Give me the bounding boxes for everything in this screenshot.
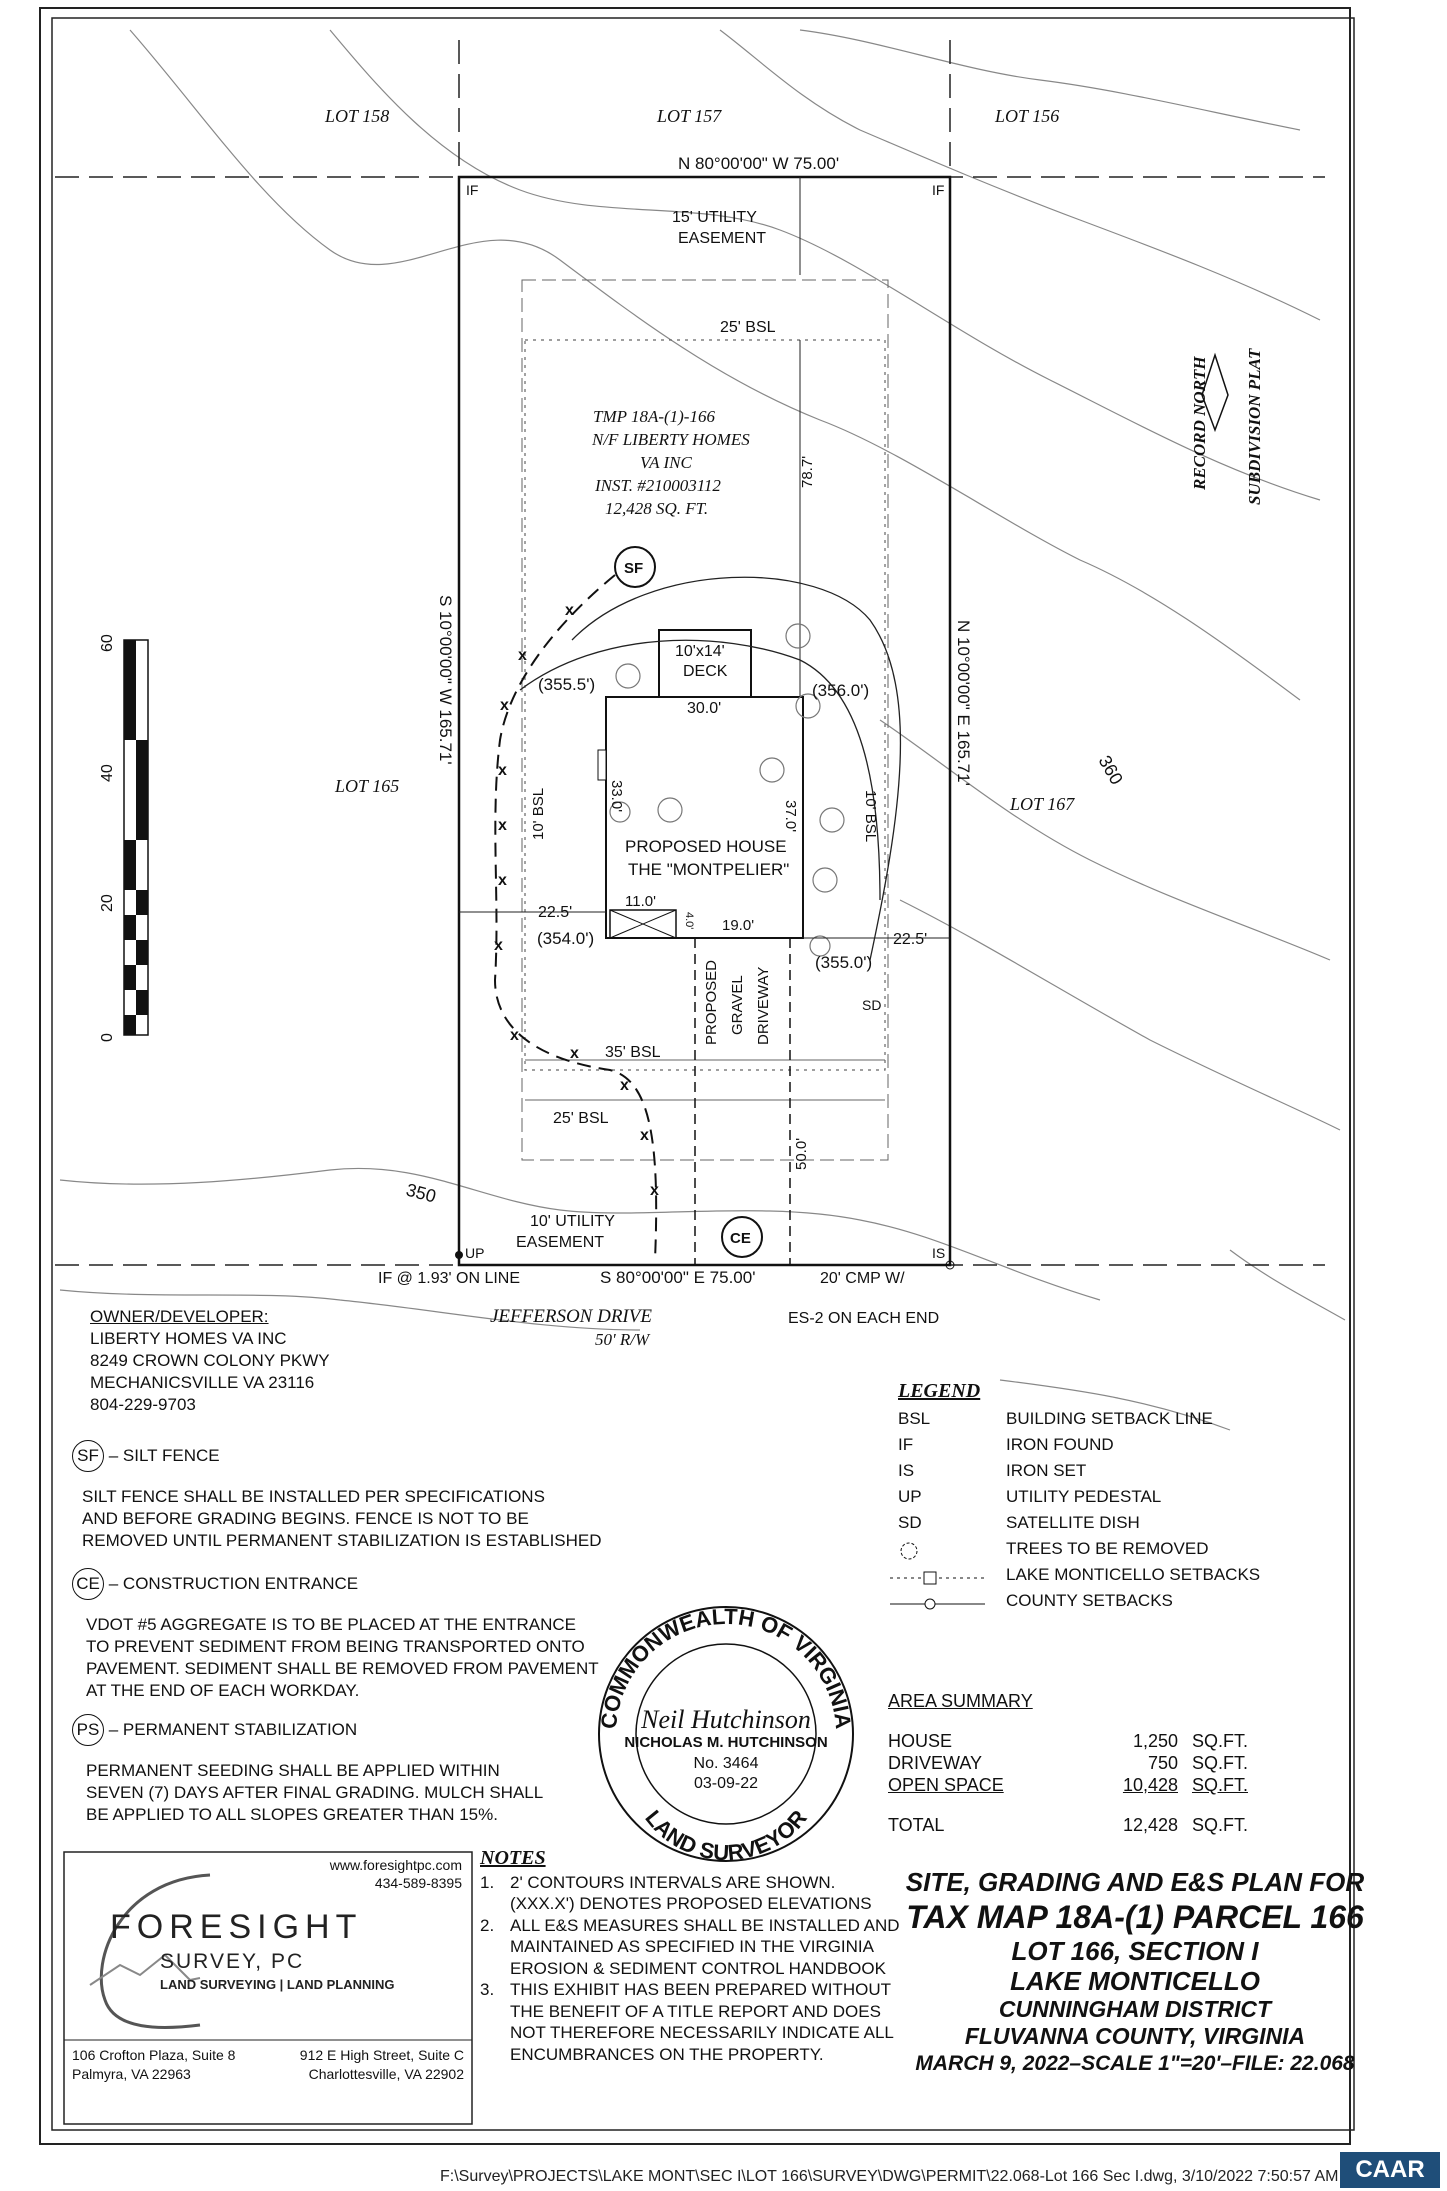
bsl-10-left: 10' BSL: [530, 787, 547, 840]
corner-if-sw-note: IF @ 1.93' ON LINE: [378, 1270, 521, 1287]
easement-bottom-2: EASEMENT: [516, 1234, 605, 1251]
svg-text:LAND SURVEYOR: LAND SURVEYOR: [640, 1805, 812, 1866]
svg-text:60: 60: [99, 634, 116, 652]
south-bearing: S 80°00'00" E 75.00': [600, 1268, 756, 1287]
lot-165-label: LOT 165: [335, 776, 400, 796]
svg-text:20: 20: [99, 894, 116, 912]
house-dim-19: 19.0': [722, 917, 755, 934]
corner-is: IS: [932, 1245, 946, 1261]
deck-size: 10'x14': [675, 643, 725, 660]
lot-157-label: LOT 157: [657, 106, 722, 126]
contour-360-label: 360: [1094, 752, 1127, 789]
svg-text:NICHOLAS M. HUTCHINSON: NICHOLAS M. HUTCHINSON: [624, 1734, 828, 1751]
driveway-label-2: GRAVEL: [729, 975, 746, 1035]
svg-text:VA INC: VA INC: [640, 453, 692, 472]
bsl-10-right: 10' BSL: [862, 790, 879, 843]
driveway-label-3: DRIVEWAY: [755, 966, 772, 1045]
bsl-35: 35' BSL: [605, 1044, 661, 1061]
house-dim-33: 33.0': [608, 780, 625, 813]
construction-entrance-block: CE – CONSTRUCTION ENTRANCE VDOT #5 AGGREGATE IS TO BE PLACED AT THE ENTRANCE TO PREVENT SEDIMENT FROM BEING TRANSPORTED ONTO PAVEMENT. SEDIMENT SHALL BE REMOVED FROM PAVEMENT AT THE END OF EACH WORKDAY.: [72, 1568, 599, 1702]
svg-text:x: x: [500, 697, 509, 714]
svg-text:x: x: [498, 817, 507, 834]
house-label-1: PROPOSED HOUSE: [625, 837, 787, 856]
scale-bar: [124, 640, 148, 1035]
permanent-stabilization-block: PS – PERMANENT STABILIZATION PERMANENT SEEDING SHALL BE APPLIED WITHIN SEVEN (7) DAYS AFTER FINAL GRADING. MULCH SHALL BE APPLIED TO ALL SLOPES GREATER THAN 15%.: [72, 1714, 543, 1826]
seal-signature: Neil Hutchinson: [641, 1705, 811, 1734]
firm-address-1: 106 Crofton Plaza, Suite 8 Palmyra, VA 22963: [72, 2047, 236, 2082]
house-dim-30: 30.0': [687, 700, 722, 717]
svg-text:INST. #210003112: INST. #210003112: [595, 476, 721, 495]
north-bearing: N 80°00'00" W 75.00': [678, 154, 840, 173]
house-dim-37: 37.0': [782, 800, 799, 833]
svg-text:x: x: [565, 602, 574, 619]
corner-if-nw: IF: [466, 182, 479, 198]
area-summary: AREA SUMMARY HOUSE 1,250 SQ.FT. DRIVEWAY 750 SQ.FT. OPEN SPACE 10,428 SQ.FT. TOTAL 12,428 SQ.FT.: [888, 1691, 1248, 1835]
elev-355-0: (355.0'): [815, 953, 873, 972]
file-path: F:\Survey\PROJECTS\LAKE MONT\SEC I\LOT 166\SURVEY\DWG\PERMIT\22.068-Lot 166 Sec I.dwg, 3/10/2022 7:50:57 AM: [440, 2168, 1339, 2185]
svg-text:x: x: [498, 872, 507, 889]
driveway-length: 50.0': [793, 1137, 810, 1170]
corner-up: UP: [465, 1245, 485, 1261]
firm-name: FORESIGHT: [110, 1908, 363, 1946]
culvert-line-2: ES-2 ON EACH END: [788, 1310, 940, 1327]
firm-address-2: 912 E High Street, Suite C Charlottesville, VA 22902: [299, 2047, 464, 2082]
svg-text:40: 40: [99, 764, 116, 782]
svg-text:x: x: [494, 937, 503, 954]
lot-158-label: LOT 158: [325, 106, 390, 126]
contour-350-label: 350: [403, 1179, 439, 1207]
svg-text:x: x: [570, 1045, 579, 1062]
surveyor-seal: [596, 1604, 856, 1865]
lot-167-label: LOT 167: [1010, 794, 1075, 814]
svg-text:x: x: [650, 1182, 659, 1199]
easement-top-1: 15' UTILITY: [672, 209, 757, 226]
road-rw: 50' R/W: [595, 1330, 650, 1349]
owner-block: OWNER/DEVELOPER: LIBERTY HOMES VA INC 8249 CROWN COLONY PKWY MECHANICSVILLE VA 23116 804-229-9703: [90, 1307, 330, 1414]
easement-top-2: EASEMENT: [678, 230, 767, 247]
elev-356-0: (356.0'): [812, 681, 870, 700]
culvert-line-1: 20' CMP W/: [820, 1270, 905, 1287]
east-bearing: N 10°00'00" E 165.71': [954, 620, 973, 786]
easement-bottom-1: 10' UTILITY: [530, 1213, 615, 1230]
lot-156-label: LOT 156: [995, 106, 1060, 126]
offset-left: 22.5': [538, 904, 573, 921]
house-dim-4: 4.0': [683, 912, 695, 930]
house-label-2: THE "MONTPELIER": [628, 860, 790, 879]
dim-78-7-label: 78.7': [799, 455, 816, 488]
offset-right: 22.5': [893, 931, 928, 948]
sd-label: SD: [862, 997, 882, 1013]
firm-survey: SURVEY, PC: [160, 1950, 305, 1973]
title-block: SITE, GRADING AND E&S PLAN FOR TAX MAP 18A-(1) PARCEL 166 LOT 166, SECTION I LAKE MONTICELLO CUNNINGHAM DISTRICT FLUVANNA COUNTY, VIRGINIA MARCH 9, 2022–SCALE 1"=20'–FILE: 22.068: [905, 1867, 1365, 2075]
svg-text:TMP 18A-(1)-166: TMP 18A-(1)-166: [593, 407, 715, 426]
ce-symbol-text: CE: [730, 1230, 751, 1247]
road-name: JEFFERSON DRIVE: [490, 1306, 652, 1327]
scale-bar-ticks: [99, 634, 116, 1042]
svg-text:x: x: [620, 1077, 629, 1094]
elev-355-5: (355.5'): [538, 675, 596, 694]
svg-text:x: x: [510, 1027, 519, 1044]
svg-text:x: x: [518, 647, 527, 664]
firm-tagline: LAND SURVEYING | LAND PLANNING: [160, 1977, 395, 1992]
notes: NOTES 1. 2' CONTOURS INTERVALS ARE SHOWN. (XXX.X') DENOTES PROPOSED ELEVATIONS 2. ALL E&S MEASURES SHALL BE INSTALLED AND MAINTAINED AS SPECIFIED IN THE VIRGINIA EROSION & SEDIMENT CONTROL HANDBOOK 3. THIS EXHIBIT HAS BEEN PREPARED WITHOUT THE BENEFIT OF A TITLE REPORT AND DOES NOT THEREFORE NECESSARILY INDICATE ALL ENCUMBRANCES ON THE PROPERTY.: [480, 1847, 900, 2064]
legend: LEGEND BSL BUILDING SETBACK LINE IF IRON FOUND IS IRON SET UP UTILITY PEDESTAL SD SATELLITE DISH TREES TO BE REMOVED LAKE MONTICELLO SETBACKS COUNTY SETBACKS: [898, 1380, 1261, 1610]
north-arrow: [1190, 348, 1264, 505]
corner-if-ne: IF: [932, 182, 945, 198]
house-dim-11: 11.0': [625, 893, 656, 910]
svg-text:x: x: [498, 762, 507, 779]
driveway-label-1: PROPOSED: [703, 959, 720, 1045]
west-bearing: S 10°00'00" W 165.71': [436, 595, 455, 765]
svg-text:SUBDIVISION PLAT: SUBDIVISION PLAT: [1245, 348, 1264, 505]
svg-text:x: x: [640, 1127, 649, 1144]
bsl-25-bottom: 25' BSL: [553, 1110, 609, 1127]
caar-logo: CAAR: [1340, 2152, 1440, 2188]
parcel-info: [591, 407, 750, 518]
elev-354-0: (354.0'): [537, 929, 595, 948]
sf-symbol-text: SF: [624, 560, 644, 577]
svg-text:RECORD NORTH: RECORD NORTH: [1190, 356, 1209, 490]
firm-contact: www.foresightpc.com 434-589-8395: [329, 1857, 462, 1891]
svg-text:COMMONWEALTH OF VIRGINIA: COMMONWEALTH OF VIRGINIA: [595, 1603, 857, 1731]
svg-text:12,428 SQ. FT.: 12,428 SQ. FT.: [605, 499, 709, 518]
svg-text:0: 0: [99, 1033, 116, 1042]
svg-text:N/F LIBERTY HOMES: N/F LIBERTY HOMES: [592, 430, 750, 449]
svg-text:No. 3464: No. 3464: [693, 1755, 759, 1772]
bsl-25-top: 25' BSL: [720, 319, 776, 336]
stoop: [598, 750, 606, 780]
silt-fence-block: SF – SILT FENCE SILT FENCE SHALL BE INSTALLED PER SPECIFICATIONS AND BEFORE GRADING BEGINS. FENCE IS NOT TO BE REMOVED UNTIL PERMANENT STABILIZATION IS ESTABLISHED: [72, 1440, 602, 1552]
svg-text:03-09-22: 03-09-22: [693, 1775, 759, 1792]
deck-label: DECK: [683, 663, 728, 680]
